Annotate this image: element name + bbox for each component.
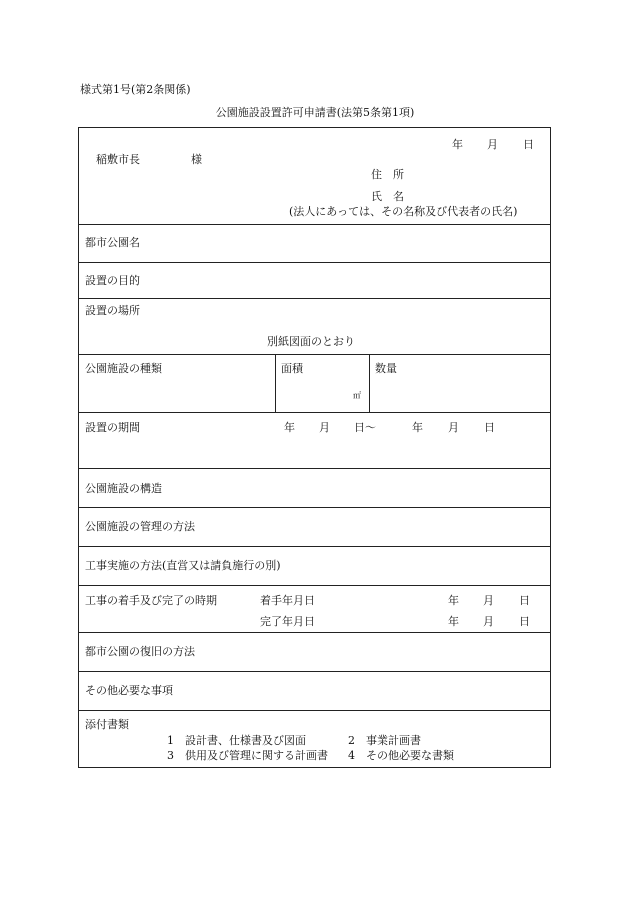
restoration-label: 都市公園の復旧の方法 — [85, 645, 195, 658]
attachment-2: 2 事業計画書 — [348, 734, 421, 747]
attachment-3: 3 供用及び管理に関する計画書 — [167, 749, 328, 762]
quantity-label: 数量 — [375, 362, 397, 375]
park-name-label: 都市公園名 — [85, 236, 140, 249]
facility-type-label: 公園施設の種類 — [85, 362, 162, 375]
end-year: 年 — [448, 615, 459, 628]
management-label: 公園施設の管理の方法 — [85, 520, 195, 533]
period-start-month: 月 — [319, 421, 330, 434]
start-date-label: 着手年月日 — [260, 594, 315, 607]
start-year: 年 — [448, 594, 459, 607]
start-day: 日 — [519, 594, 530, 607]
purpose-label: 設置の目的 — [85, 274, 140, 287]
period-label: 設置の期間 — [85, 421, 140, 434]
location-note: 別紙図面のとおり — [267, 335, 355, 348]
attachment-4: 4 その他必要な書類 — [348, 749, 454, 762]
end-month: 月 — [483, 615, 494, 628]
location-label: 設置の場所 — [85, 304, 140, 317]
application-form-table — [78, 127, 551, 768]
document-title: 公園施設設置許可申請書(法第5条第1項) — [215, 106, 415, 119]
start-month: 月 — [483, 594, 494, 607]
date-day: 日 — [523, 138, 534, 151]
honorific: 様 — [191, 153, 202, 166]
period-end-month: 月 — [448, 421, 459, 434]
period-start-day: 日〜 — [354, 421, 376, 434]
schedule-label: 工事の着手及び完了の時期 — [85, 594, 217, 607]
name-label: 氏 名 — [371, 190, 404, 203]
area-unit: ㎡ — [353, 391, 361, 400]
corporate-note: (法人にあっては、その名称及び代表者の氏名) — [289, 205, 518, 218]
other-label: その他必要な事項 — [85, 684, 173, 697]
addressee: 稲敷市長 — [96, 153, 140, 166]
end-day: 日 — [519, 615, 530, 628]
construction-method-label: 工事実施の方法(直営又は請負施行の別) — [85, 559, 281, 572]
period-end-day: 日 — [484, 421, 495, 434]
form-number: 様式第1号(第2条関係) — [80, 83, 191, 96]
attachment-1: 1 設計書、仕様書及び図面 — [167, 734, 306, 747]
attachments-label: 添付書類 — [85, 718, 129, 731]
area-label: 面積 — [281, 362, 303, 375]
date-month: 月 — [487, 138, 498, 151]
period-end-year: 年 — [412, 421, 423, 434]
date-year: 年 — [452, 138, 463, 151]
end-date-label: 完了年月日 — [260, 615, 315, 628]
structure-label: 公園施設の構造 — [85, 482, 162, 495]
period-start-year: 年 — [284, 421, 295, 434]
address-label: 住 所 — [371, 168, 404, 181]
